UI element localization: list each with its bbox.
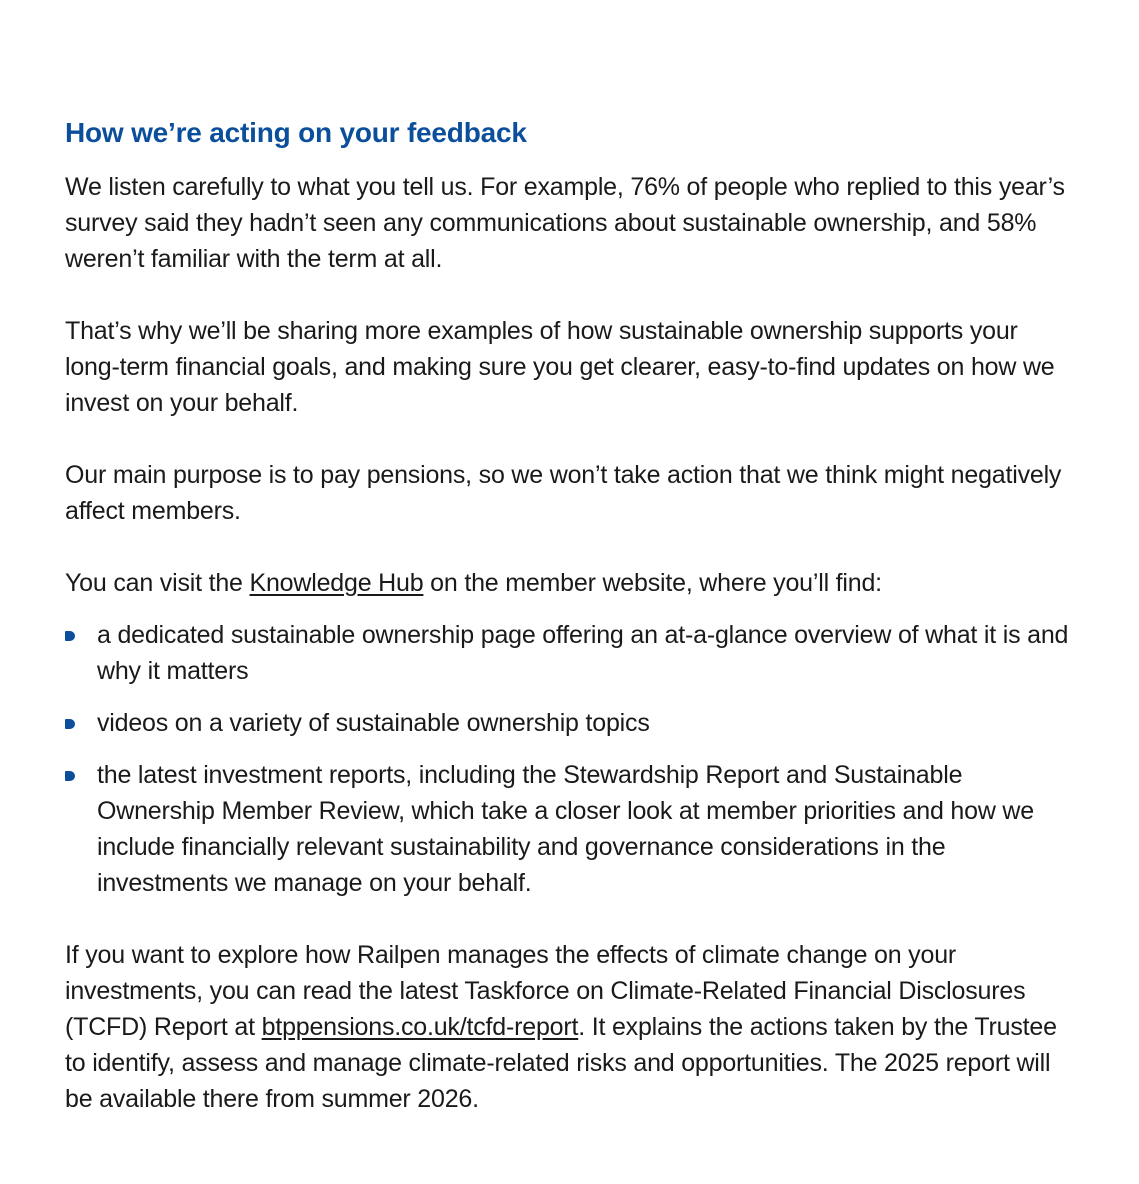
list-item — [65, 617, 1075, 689]
list-item-text: videos on a variety of sustainable ownership topics — [97, 709, 650, 737]
knowledge-hub-outro-text: on the member website, where you’ll find: — [423, 569, 882, 597]
tcfd-outro-text: . It explains the actions taken by the Trustee to identify, assess and manage climate-related risks and opportunities. The 2025 report will be available there from summer 2026. — [65, 1013, 1057, 1113]
bullet-icon — [65, 771, 75, 781]
list-item — [65, 705, 1075, 741]
paragraph-survey-results: We listen carefully to what you tell us. For example, 76% of people who replied to this year’s survey said they hadn’t seen any communications about sustainable ownership, and 58% weren’t familiar with the term at all. — [65, 173, 1065, 273]
paragraph-tcfd-report — [65, 937, 1075, 1117]
tcfd-report-link[interactable]: btppensions.co.uk/tcfd-report — [261, 1013, 579, 1041]
bullet-icon — [65, 719, 75, 729]
paragraph-sharing-examples: That’s why we’ll be sharing more examples of how sustainable ownership supports your long-term financial goals, and making sure you get clearer, easy-to-find updates on how we invest on your behalf. — [65, 317, 1055, 417]
section-heading: How we’re acting on your feedback — [65, 117, 527, 148]
tcfd-intro-text: If you want to explore how Railpen manages the effects of climate change on your investments, you can read the latest Taskforce on Climate-Related Financial Disclosures (TCFD) Report at — [65, 941, 1026, 1041]
spacer — [65, 529, 1075, 565]
spacer — [65, 901, 1075, 937]
document-page — [65, 112, 1075, 1117]
bullet-icon — [65, 631, 75, 641]
list-item-text: a dedicated sustainable ownership page offering an at-a-glance overview of what it is and why it matters — [97, 621, 1069, 685]
resources-list — [65, 617, 1075, 901]
paragraph-main-purpose: Our main purpose is to pay pensions, so we won’t take action that we think might negatively affect members. — [65, 461, 1062, 525]
knowledge-hub-link[interactable]: Knowledge Hub — [249, 569, 424, 597]
list-item — [65, 757, 1075, 901]
list-item-text: the latest investment reports, including the Stewardship Report and Sustainable Ownership Member Review, which take a closer look at member priorities and how we include financially relevant sustainability and governance considerations in the investments we manage on your behalf. — [97, 761, 1034, 897]
knowledge-hub-intro-text: You can visit the — [65, 569, 250, 597]
spacer — [65, 421, 1075, 457]
spacer — [65, 277, 1075, 313]
paragraph-knowledge-hub — [65, 565, 1075, 601]
spacer — [65, 601, 1075, 617]
